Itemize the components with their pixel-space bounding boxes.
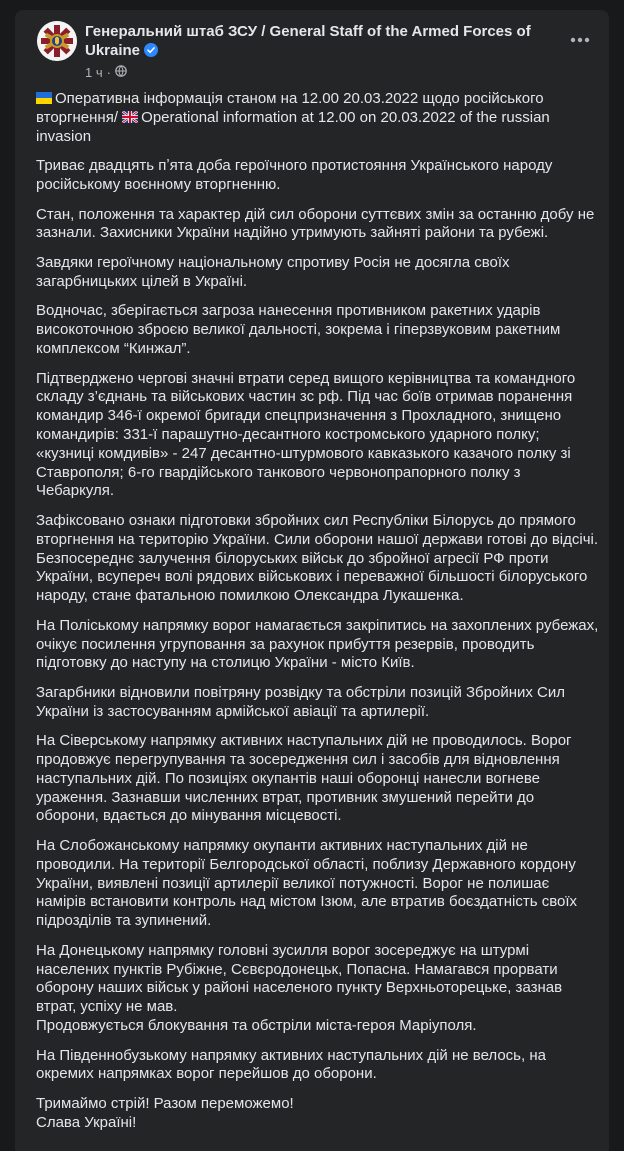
post-intro — [36, 90, 601, 146]
post-timestamp[interactable]: 1 ч — [85, 65, 103, 80]
post-paragraph: Триває двадцять пʼята доба героїчного протистояння Українського народу російському воєнному вторгненню. — [36, 157, 553, 193]
post-paragraph: Зафіксовано ознаки підготовки збройних сил Республіки Білорусь до прямого вторгнення на територію України. Сили оборони нашої держави готові до відсічі. Безпосереднє залучення білоруських військ до збройної агресії РФ проти України, всупереч волі рядових військових і переважної більшості білоруського народу, стане фатальною помилкою Олександра Лукашенка. — [36, 511, 599, 605]
more-options-icon[interactable] — [565, 30, 595, 50]
ukraine-flag-icon — [36, 91, 52, 103]
post-paragraph: Завдяки героїчному національному спротиву Росія не досягла своїх загарбницьких цілей в Україні. — [36, 253, 510, 290]
post-paragraph: Загарбники відновили повітряну розвідку та обстріли позицій Збройних Сил України із застосуванням армійської авіації та артилерії. — [36, 683, 565, 720]
post-paragraph: Стан, положення та характер дій сил оборони суттєвих змін за останню добу не зазнали. Захисники України надійно утримують зайняті райони та рубежі. — [36, 205, 595, 242]
author-name-link[interactable] — [85, 22, 550, 62]
post-paragraph: На Сіверському напрямку активних наступальних дій не проводилось. Ворог продовжує перегрупування та зосередження сил і засобів для відновлення наступальних дій. По позиціях окупантів наші оборонці нанесли вогневе ураження. Зазнавши численних втрат, противник змушений перейти до оборони, вдається до мінування місцевості. — [36, 732, 572, 825]
author-name[interactable]: Генеральний штаб ЗСУ / General Staff of the Armed Forces of Ukraine — [85, 23, 531, 59]
page-avatar[interactable] — [37, 21, 77, 61]
verified-badge-icon — [144, 43, 158, 62]
post-closing: Тримаймо стрій! Разом переможемо! Слава Україні! — [36, 1095, 294, 1131]
intro-ua-text: Оперативна інформація станом на 12.00 20.03.2022 щодо російського вторгнення/ — [36, 90, 544, 126]
emblem-icon — [37, 21, 77, 61]
post-paragraph: На Донецькому напрямку головні зусилля ворог зосереджує на штурмі населених пунктів Рубіжне, Сєвєродонецьк, Попасна. Намагався прорвати оборону наших військ у районі населеного пункту Верхньоторецьке, зазнав втрат, успіху не мав. Продовжується блокування та обстріли міста-героя Маріуполя. — [36, 941, 563, 1035]
post-paragraph: На Слобожанському напрямку окупанти активних наступальних дій не проводили. На території Белгородської області, поблизу Державного кордону України, виявлені позиції артилерії великої потужності. Ворог не полишає намірів встановити контроль над містом Ізюм, але втратив боєздатність своїх підрозділів та зупинений. — [36, 837, 578, 930]
intro-en-text: Operational information at 12.00 on 20.03.2022 of the russian invasion — [36, 108, 550, 145]
meta-separator: · — [106, 65, 111, 80]
uk-flag-icon — [122, 110, 138, 122]
globe-icon[interactable] — [115, 65, 127, 81]
post-body — [36, 90, 601, 1143]
post-paragraph: На Поліському напрямку ворог намагається закріпитись на захоплених рубежах, очікує посилення угруповання за рахунок прибуття резервів, проводить підготовку до наступу на столицю України - місто Київ. — [36, 616, 599, 672]
post-paragraph: На Південнобузькому напрямку активних наступальних дій не велось, на окремих напрямках ворог перейшов до оборони. — [36, 1046, 546, 1083]
post-header — [15, 10, 609, 86]
post-card — [15, 10, 609, 1151]
post-meta — [85, 65, 127, 81]
post-paragraph: Підтверджено чергові значні втрати серед вищого керівництва та командного складу з’єднань та військових частин зс рф. Під час боїв отримав поранення командир 346-ї окремої бригади спецпризначення з Прохладного, знищено командирів: 331-ї парашутно-десантного костромського ударного полку; «кузниці комдивів» - 247 десантно-штурмового кавказького казачого полку зі Ставрополя; 6-го гвардійського танкового червонопрапорного полку з Чебаркуля. — [36, 369, 576, 500]
post-paragraph: Водночас, зберігається загроза нанесення противником ракетних ударів високоточною зброєю великої дальності, зокрема і гіперзвуковим ракетним комплексом “Кинжал”. — [36, 302, 561, 357]
